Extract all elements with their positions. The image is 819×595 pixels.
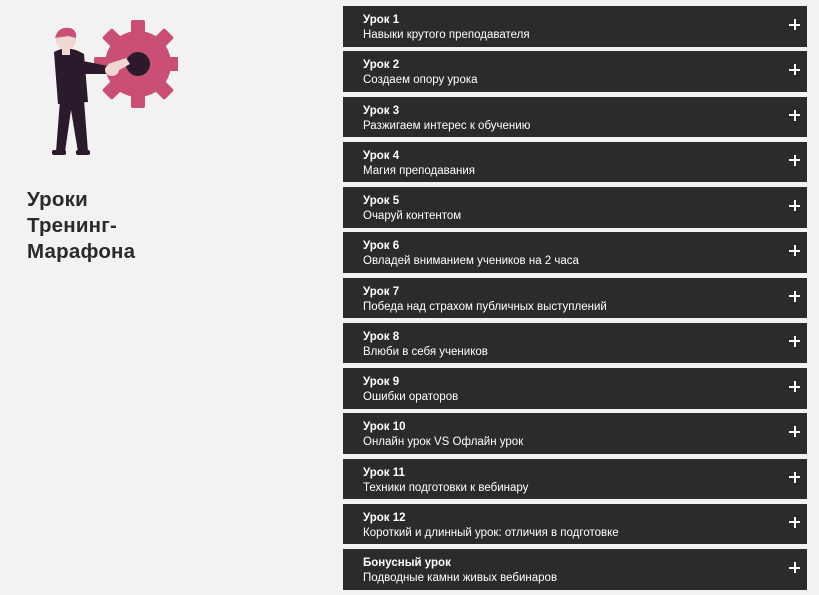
lesson-item[interactable] xyxy=(343,51,807,92)
lesson-item[interactable] xyxy=(343,323,807,364)
lesson-subtitle: Короткий и длинный урок: отличия в подготовке xyxy=(363,526,619,539)
lesson-title: Бонусный урок xyxy=(363,557,451,569)
lesson-title: Урок 10 xyxy=(363,421,406,434)
lesson-title: Урок 6 xyxy=(363,240,400,253)
lesson-subtitle: Овладей вниманием учеников на 2 часа xyxy=(363,255,579,268)
lesson-subtitle: Разжигаем интерес к обучению xyxy=(363,119,531,132)
lesson-item[interactable] xyxy=(343,187,807,228)
plus-icon[interactable] xyxy=(789,64,800,75)
lesson-title: Урок 9 xyxy=(363,376,400,388)
lessons-accordion xyxy=(343,6,807,594)
lesson-item[interactable] xyxy=(343,278,807,319)
teacher-with-gear-illustration xyxy=(38,12,178,157)
lesson-title: Урок 7 xyxy=(363,285,400,298)
plus-icon[interactable] xyxy=(789,200,800,211)
lesson-item[interactable] xyxy=(343,232,807,273)
lesson-subtitle: Навыки крутого преподавателя xyxy=(363,29,530,41)
lesson-subtitle: Подводные камни живых вебинаров xyxy=(363,572,558,584)
plus-icon[interactable] xyxy=(789,291,800,302)
lesson-subtitle: Ошибки ораторов xyxy=(363,391,459,403)
lesson-subtitle: Влюби в себя учеников xyxy=(363,345,488,358)
plus-icon[interactable] xyxy=(789,245,800,256)
plus-icon[interactable] xyxy=(789,110,800,121)
plus-icon[interactable] xyxy=(789,426,800,437)
lesson-title: Урок 3 xyxy=(363,104,400,117)
lesson-title: Урок 1 xyxy=(363,14,400,26)
plus-icon[interactable] xyxy=(789,155,800,166)
plus-icon[interactable] xyxy=(789,562,800,573)
gear-icon xyxy=(94,20,178,108)
lesson-title: Урок 12 xyxy=(363,511,406,524)
lesson-item[interactable] xyxy=(343,413,807,454)
lesson-item[interactable] xyxy=(343,6,807,47)
lesson-item[interactable] xyxy=(343,504,807,545)
lesson-item[interactable] xyxy=(343,142,807,183)
plus-icon[interactable] xyxy=(789,381,800,392)
lesson-item[interactable] xyxy=(343,368,807,409)
lesson-title: Урок 5 xyxy=(363,195,400,207)
plus-icon[interactable] xyxy=(789,472,800,483)
lesson-subtitle: Победа над страхом публичных выступлений xyxy=(363,300,607,313)
lesson-title: Урок 11 xyxy=(363,466,405,479)
lesson-title: Урок 8 xyxy=(363,330,400,343)
plus-icon[interactable] xyxy=(789,19,800,30)
plus-icon[interactable] xyxy=(789,517,800,528)
lesson-subtitle: Магия преподавания xyxy=(363,164,476,177)
plus-icon[interactable] xyxy=(789,336,800,347)
lesson-subtitle: Очаруй контентом xyxy=(363,210,462,222)
lesson-subtitle: Создаем опору урока xyxy=(363,74,478,87)
lesson-item-bonus[interactable] xyxy=(343,549,807,590)
lesson-subtitle: Онлайн урок VS Офлайн урок xyxy=(363,436,524,449)
lesson-item[interactable] xyxy=(343,97,807,138)
lesson-title: Урок 2 xyxy=(363,59,400,72)
lesson-title: Урок 4 xyxy=(363,149,400,162)
lesson-item[interactable] xyxy=(343,459,807,500)
section-title: Уроки Тренинг- Марафона xyxy=(27,188,136,263)
lesson-subtitle: Техники подготовки к вебинару xyxy=(363,481,529,494)
